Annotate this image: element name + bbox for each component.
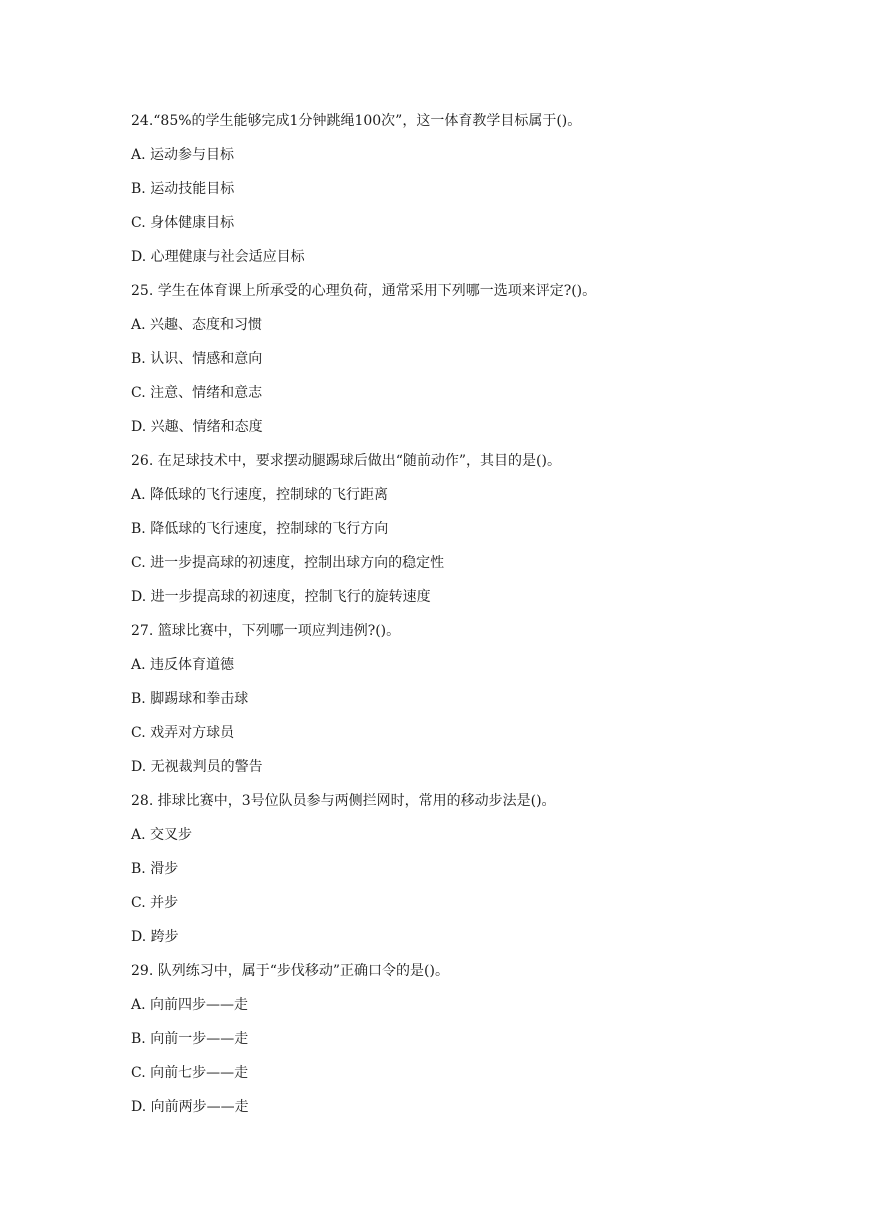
question-27-option-d: D. 无视裁判员的警告 [131, 759, 263, 775]
question-25-stem: 25. 学生在体育课上所承受的心理负荷，通常采用下列哪一选项来评定?()。 [131, 283, 597, 299]
question-26-option-c: C. 进一步提高球的初速度，控制出球方向的稳定性 [131, 555, 445, 571]
question-25-option-d: D. 兴趣、情绪和态度 [131, 419, 263, 435]
question-26-option-d: D. 进一步提高球的初速度，控制飞行的旋转速度 [131, 589, 431, 605]
question-28-option-a: A. 交叉步 [131, 827, 193, 843]
question-list [131, 110, 771, 1130]
question-28-option-d: D. 跨步 [131, 929, 179, 945]
question-24-option-a: A. 运动参与目标 [131, 147, 235, 163]
question-29-option-c: C. 向前七步——走 [131, 1065, 249, 1081]
question-27-option-c: C. 戏弄对方球员 [131, 725, 235, 741]
question-24-option-d: D. 心理健康与社会适应目标 [131, 249, 305, 265]
question-28-option-b: B. 滑步 [131, 861, 179, 877]
question-29-stem: 29. 队列练习中，属于“步伐移动”正确口令的是()。 [131, 963, 449, 979]
question-29-option-b: B. 向前一步——走 [131, 1031, 249, 1047]
question-24-option-b: B. 运动技能目标 [131, 181, 235, 197]
question-27-option-a: A. 违反体育道德 [131, 657, 235, 673]
question-24-option-c: C. 身体健康目标 [131, 215, 235, 231]
question-29-option-d: D. 向前两步——走 [131, 1099, 249, 1115]
question-24-stem: 24.“85%的学生能够完成1分钟跳绳100次”，这一体育教学目标属于()。 [131, 113, 582, 129]
question-27-option-b: B. 脚踢球和拳击球 [131, 691, 249, 707]
question-25-option-c: C. 注意、情绪和意志 [131, 385, 263, 401]
question-25-option-a: A. 兴趣、态度和习惯 [131, 317, 263, 333]
question-25-option-b: B. 认识、情感和意向 [131, 351, 263, 367]
question-26-option-b: B. 降低球的飞行速度，控制球的飞行方向 [131, 521, 389, 537]
question-26-stem: 26. 在足球技术中，要求摆动腿踢球后做出“随前动作”，其目的是()。 [131, 453, 561, 469]
question-27-stem: 27. 篮球比赛中，下列哪一项应判违例?()。 [131, 623, 401, 639]
question-28-stem: 28. 排球比赛中，3号位队员参与两侧拦网时，常用的移动步法是()。 [131, 793, 556, 809]
question-28-option-c: C. 并步 [131, 895, 179, 911]
question-26-option-a: A. 降低球的飞行速度，控制球的飞行距离 [131, 487, 389, 503]
question-29-option-a: A. 向前四步——走 [131, 997, 249, 1013]
